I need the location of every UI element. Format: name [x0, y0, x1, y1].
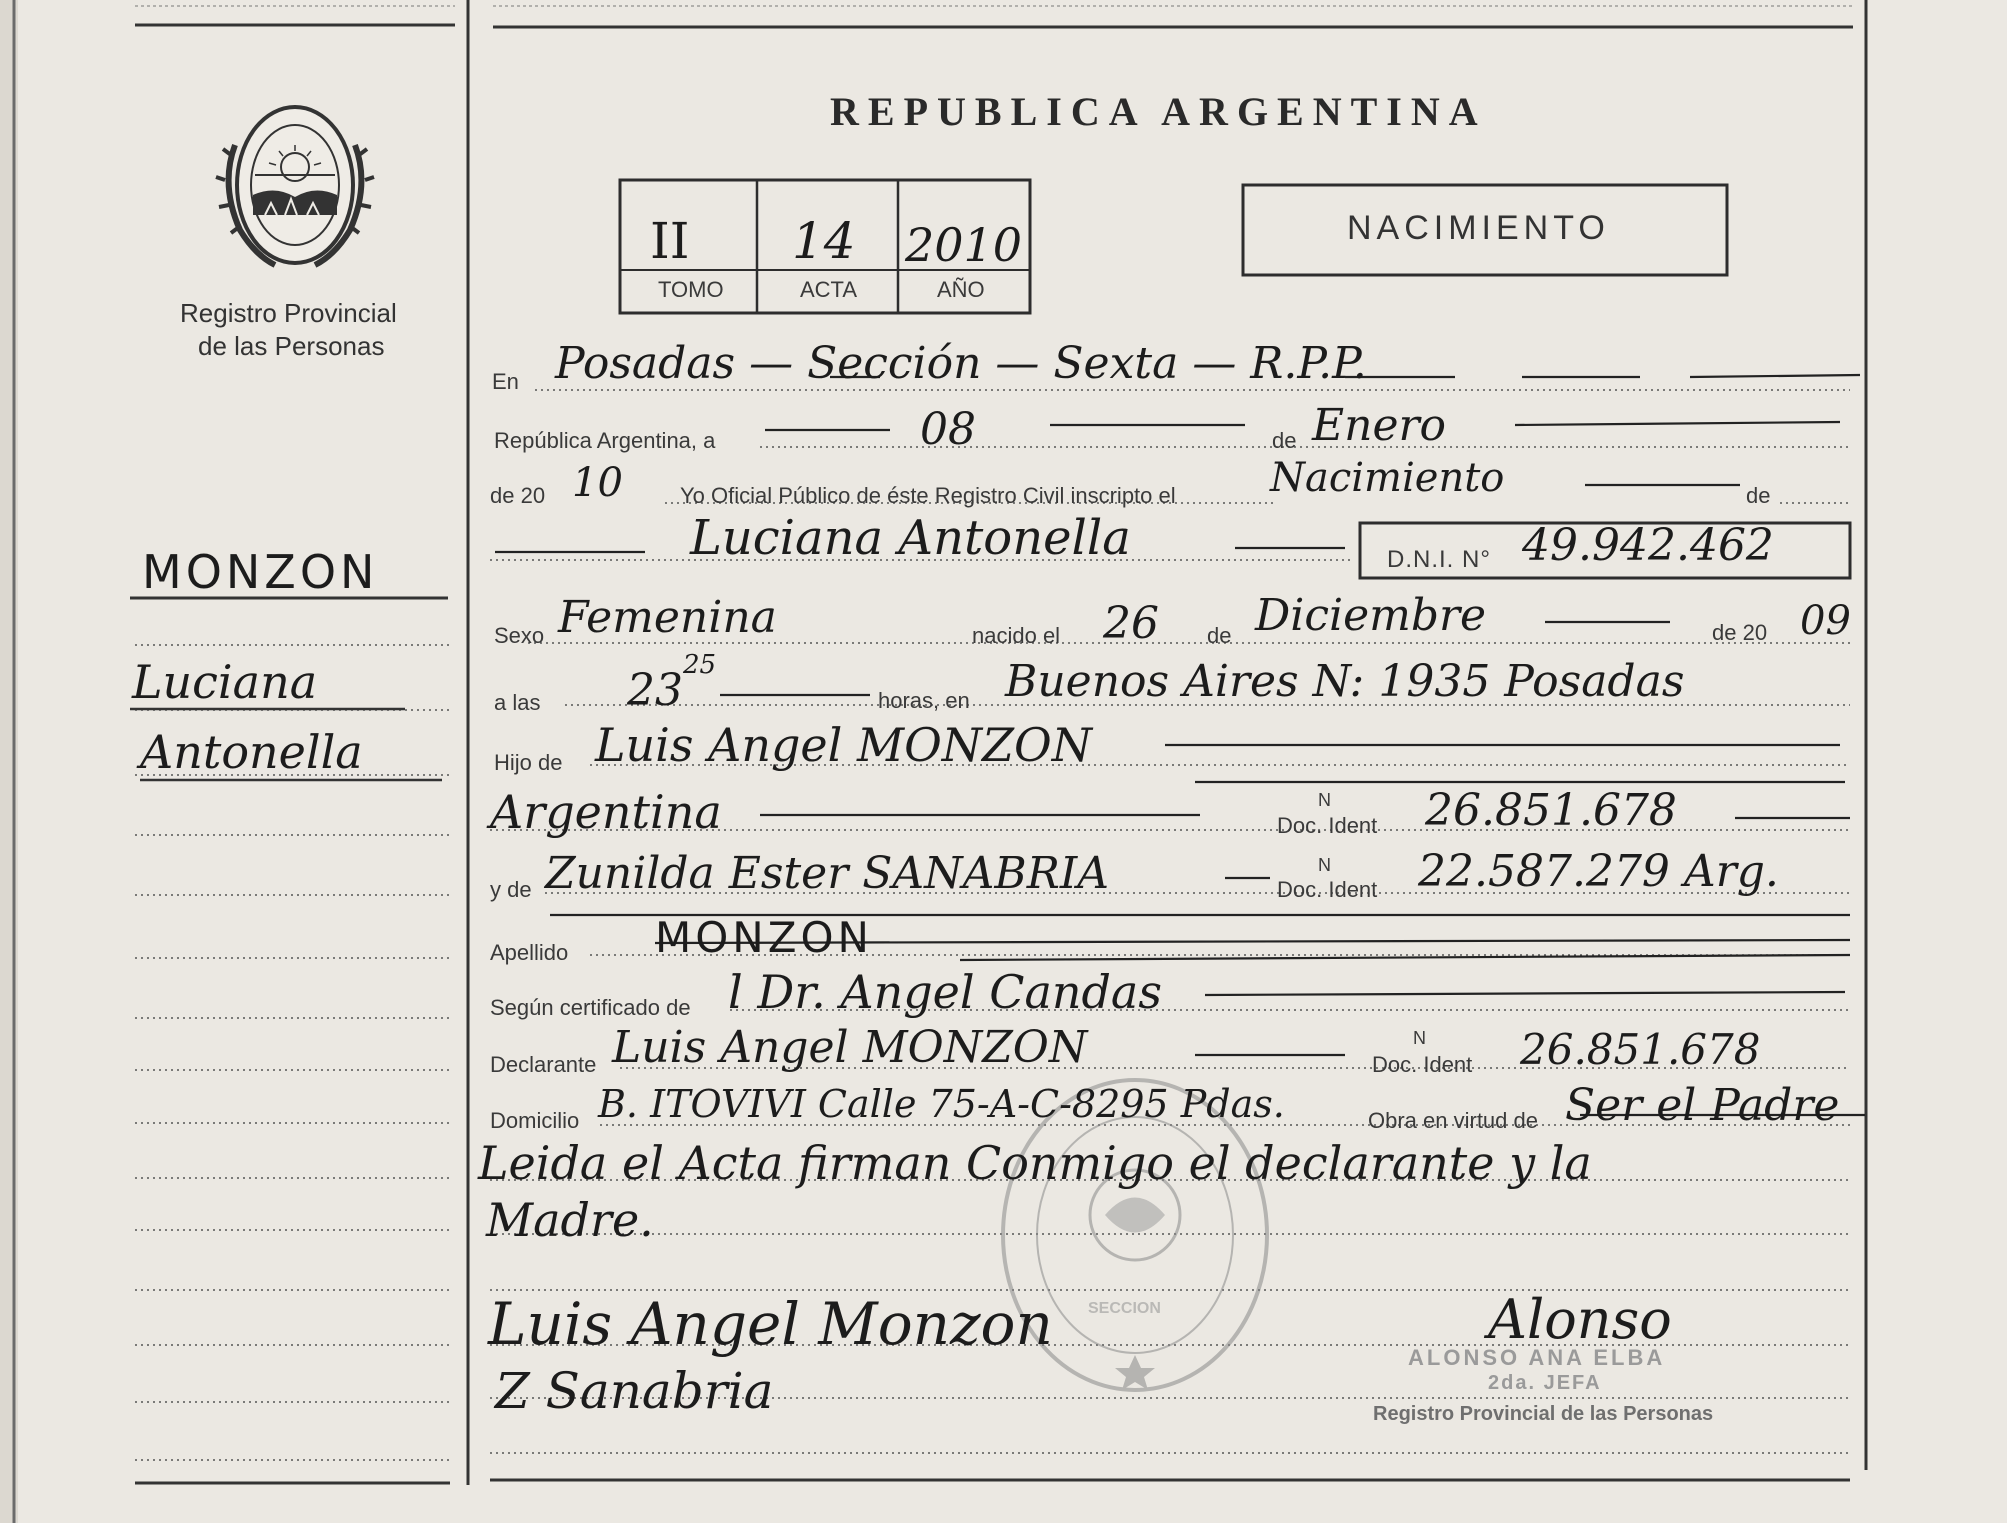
anio-label: AÑO: [937, 277, 985, 302]
entry-minutos: 25: [683, 650, 717, 680]
margin-given-name-1: Luciana: [132, 655, 318, 709]
entry-inscripto: Nacimiento: [1270, 455, 1505, 501]
stamp-line3: Registro Provincial de las Personas: [1373, 1403, 1714, 1425]
label-republica: República Argentina, a: [494, 428, 716, 453]
acta-value: 14: [792, 212, 856, 270]
entry-apellido: MONZON: [655, 913, 873, 962]
stamp-line2: 2da. JEFA: [1488, 1372, 1602, 1394]
entry-madre-doc: 22.587.279 Arg.: [1418, 846, 1779, 897]
registry-name-line1: Registro Provincial: [180, 298, 397, 328]
tomo-value: II: [650, 212, 690, 270]
stamp-line1: ALONSO ANA ELBA: [1408, 1345, 1666, 1370]
seal-stamp: SECCION: [1088, 1300, 1161, 1317]
label-segun: Según certificado de: [490, 995, 691, 1020]
label-en: En: [492, 369, 519, 394]
label-n-padre: N: [1318, 790, 1331, 810]
entry-lugar: Posadas — Sección — Sexta — R.P.P.: [555, 338, 1367, 389]
entry-dni: 49.942.462: [1522, 520, 1774, 571]
label-doc-ident-padre: Doc. Ident: [1277, 813, 1378, 838]
entry-mes: Enero: [1312, 400, 1447, 451]
emblem-icon: [238, 103, 353, 269]
record-type: NACIMIENTO: [1347, 209, 1610, 247]
entry-nacido-mes: Diciembre: [1255, 590, 1487, 641]
signature-official: Alonso: [1488, 1288, 1672, 1351]
label-apellido: Apellido: [490, 940, 569, 965]
label-de-nacido-mes: de: [1207, 623, 1232, 648]
label-a-las: a las: [494, 690, 541, 715]
entry-madre: Zunilda Ester SANABRIA: [545, 848, 1110, 899]
acta-label: ACTA: [800, 277, 858, 302]
label-de-nombre: de: [1746, 483, 1771, 508]
entry-obra: Ser el Padre: [1565, 1080, 1840, 1131]
label-yo-oficial: Yo Oficial Público de éste Registro Civil inscripto el: [680, 483, 1176, 508]
entry-nacido-dia: 26: [1103, 598, 1159, 649]
entry-leida-line2: Madre.: [486, 1193, 654, 1247]
anio-value: 2010: [905, 218, 1023, 272]
entry-certificado: l Dr. Angel Candas: [728, 965, 1162, 1019]
label-doc-ident-madre: Doc. Ident: [1277, 877, 1378, 902]
label-de-20: de 20: [490, 483, 546, 508]
entry-hora: 23: [627, 665, 683, 716]
margin-surname: MONZON: [142, 545, 379, 599]
label-sexo: Sexo: [494, 623, 545, 648]
entry-nacido-anio-suffix: 09: [1800, 598, 1851, 644]
entry-padre-nacionalidad: Argentina: [490, 785, 722, 839]
entry-sexo: Femenina: [558, 592, 777, 643]
signature-mother: Z Sanabria: [495, 1362, 774, 1420]
label-doc-ident-declarante: Doc. Ident: [1372, 1052, 1473, 1077]
label-hijo-de: Hijo de: [494, 750, 563, 775]
entry-declarante-doc: 26.851.678: [1520, 1025, 1761, 1074]
entry-declarante: Luis Angel MONZON: [612, 1022, 1088, 1073]
entry-nombre: Luciana Antonella: [690, 510, 1131, 566]
registry-name-line2: de las Personas: [198, 331, 385, 361]
label-n-declarante: N: [1413, 1028, 1426, 1048]
label-de-mes: de: [1272, 428, 1297, 453]
label-n-madre: N: [1318, 855, 1331, 875]
label-de-20-nacido: de 20: [1712, 620, 1768, 645]
label-y-de: y de: [490, 877, 532, 902]
label-domicilio: Domicilio: [490, 1108, 580, 1133]
entry-padre-doc: 26.851.678: [1425, 785, 1677, 836]
entry-padre: Luis Angel MONZON: [595, 718, 1092, 772]
entry-leida-line1: Leida el Acta firman Conmigo el declarante y la: [478, 1136, 1592, 1190]
country-title: REPUBLICA ARGENTINA: [830, 89, 1487, 134]
entry-dia: 08: [920, 404, 976, 455]
entry-domicilio: B. ITOVIVI Calle 75-A-C-8295 Pdas.: [598, 1082, 1285, 1126]
label-obra: Obra en virtud de: [1368, 1108, 1538, 1133]
label-declarante: Declarante: [490, 1052, 597, 1077]
entry-lugar-nacimiento: Buenos Aires N: 1935 Posadas: [1005, 656, 1685, 707]
label-dni: D.N.I. N°: [1387, 546, 1491, 573]
tomo-label: TOMO: [658, 277, 724, 302]
label-nacido: nacido el: [972, 623, 1061, 648]
entry-anio-suffix: 10: [572, 460, 623, 506]
signature-father: Luis Angel Monzon: [488, 1290, 1053, 1358]
margin-given-name-2: Antonella: [140, 725, 363, 779]
label-horas-en: horas, en: [878, 688, 970, 713]
